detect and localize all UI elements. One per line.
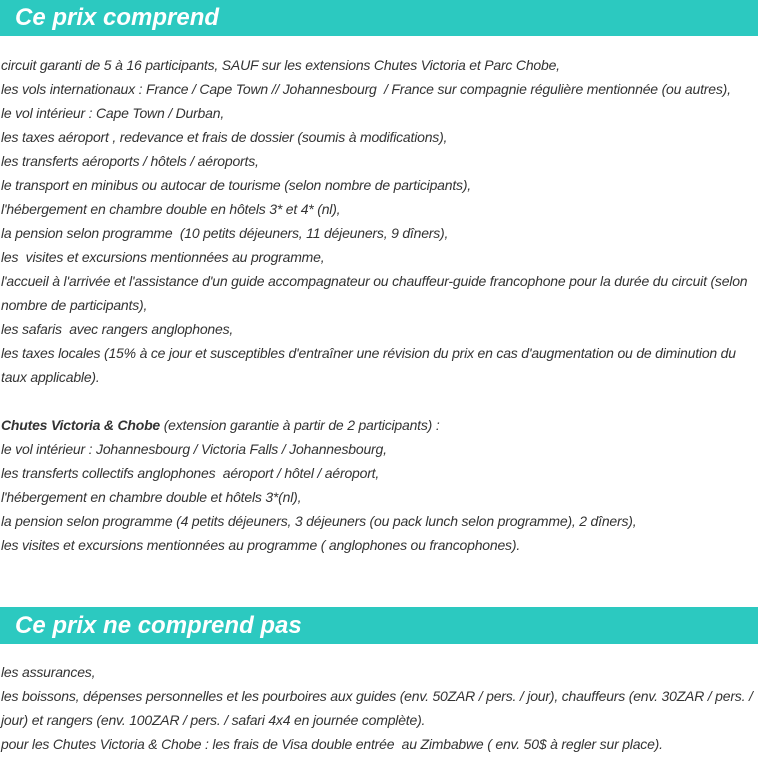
list-item: l'accueil à l'arrivée et l'assistance d'un guide accompagnateur ou chauffeur-guide francophone pour la durée du circuit (selon nombre de participants), xyxy=(1,273,748,313)
extension-title: Chutes Victoria & Chobe xyxy=(1,417,161,433)
list-item: les assurances, xyxy=(1,664,96,680)
extension-item: les visites et excursions mentionnées au programme ( anglophones ou francophones). xyxy=(1,537,521,553)
list-item: les visites et excursions mentionnées au programme, xyxy=(1,249,325,265)
list-item: les taxes locales (15% à ce jour et susceptibles d'entraîner une révision du prix en cas d'augmentation ou de diminution du taux applicable). xyxy=(1,345,736,385)
list-item: le transport en minibus ou autocar de tourisme (selon nombre de participants), xyxy=(1,177,471,193)
list-item: la pension selon programme (10 petits déjeuners, 11 déjeuners, 9 dîners), xyxy=(1,225,449,241)
spacer xyxy=(1,389,757,413)
list-item: les transferts aéroports / hôtels / aéroports, xyxy=(1,153,259,169)
extension-item: l'hébergement en chambre double et hôtels 3*(nl), xyxy=(1,489,302,505)
list-item: les boissons, dépenses personnelles et les pourboires aux guides (env. 50ZAR / pers. / jour), chauffeurs (env. 30ZAR / pers. / jour) et rangers (env. 100ZAR / pers. / safari 4x4 en journée complète). xyxy=(1,688,753,728)
price-includes-banner xyxy=(0,0,758,36)
extension-subtitle: (extension garantie à partir de 2 participants) : xyxy=(160,417,440,433)
price-excludes-title: Ce prix ne comprend pas xyxy=(15,612,302,639)
list-item: circuit garanti de 5 à 16 participants, SAUF sur les extensions Chutes Victoria et Parc Chobe, xyxy=(1,57,560,73)
price-excludes-list xyxy=(1,660,757,756)
list-item: le vol intérieur : Cape Town / Durban, xyxy=(1,105,225,121)
list-item: les taxes aéroport , redevance et frais de dossier (soumis à modifications), xyxy=(1,129,448,145)
list-item: les safaris avec rangers anglophones, xyxy=(1,321,234,337)
extension-item: les transferts collectifs anglophones aéroport / hôtel / aéroport, xyxy=(1,465,380,481)
list-item: les vols internationaux : France / Cape Town // Johannesbourg / France sur compagnie régulière mentionnée (ou autres), xyxy=(1,81,731,97)
price-excludes-banner xyxy=(0,607,758,644)
price-includes-title: Ce prix comprend xyxy=(15,4,220,31)
extension-heading xyxy=(1,413,757,437)
price-includes-list xyxy=(1,53,757,557)
extension-item: le vol intérieur : Johannesbourg / Victoria Falls / Johannesbourg, xyxy=(1,441,387,457)
list-item: l'hébergement en chambre double en hôtels 3* et 4* (nl), xyxy=(1,201,341,217)
extension-item: la pension selon programme (4 petits déjeuners, 3 déjeuners (ou pack lunch selon programme), 2 dîners), xyxy=(1,513,637,529)
list-item: pour les Chutes Victoria & Chobe : les frais de Visa double entrée au Zimbabwe ( env. 50$ à regler sur place). xyxy=(1,736,663,752)
